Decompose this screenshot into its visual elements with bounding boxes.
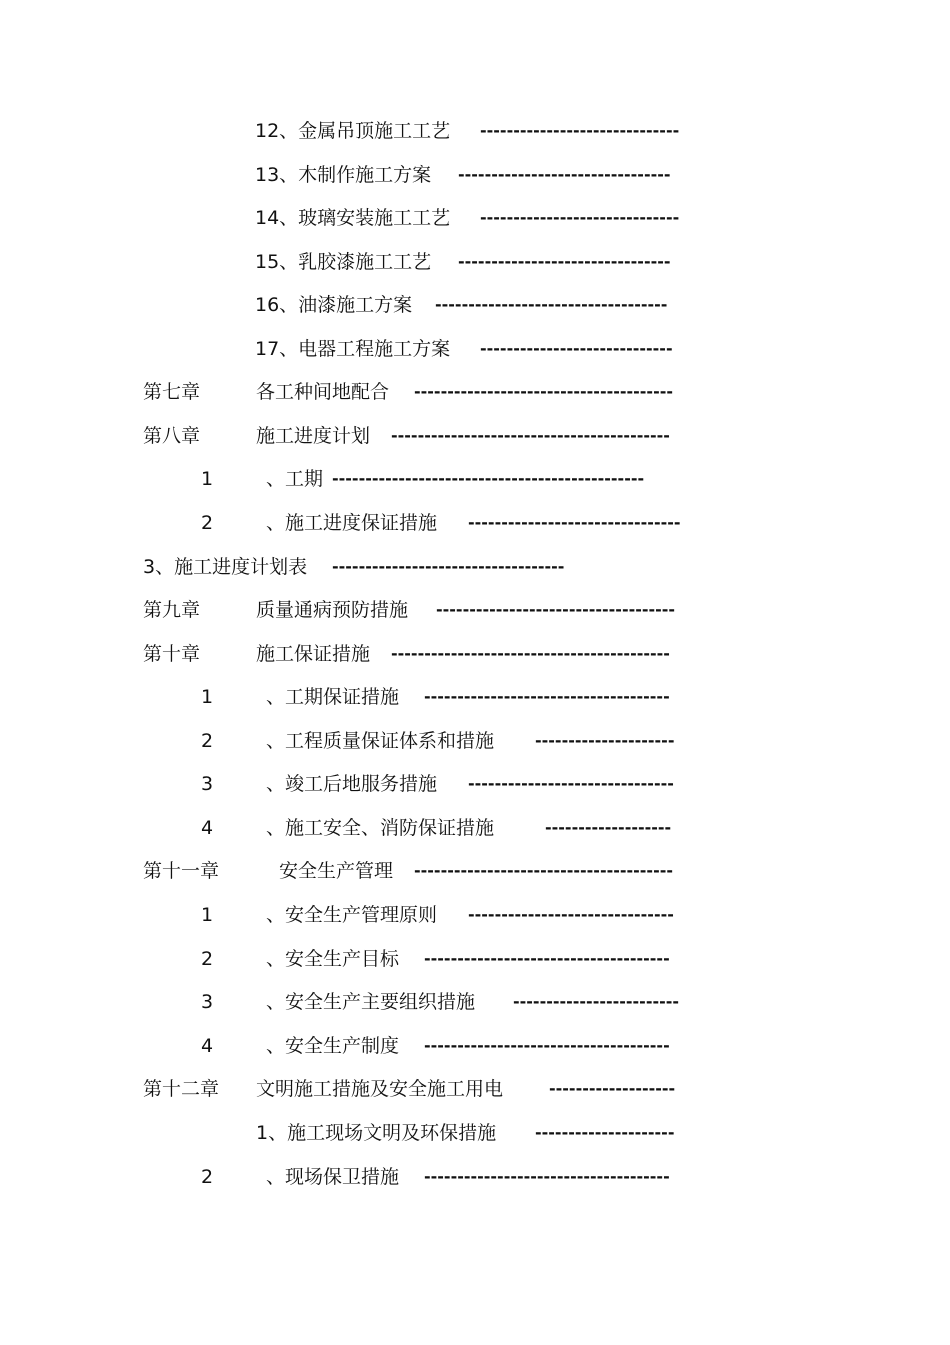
toc-entry[interactable] [0,639,950,669]
toc-number: 1 [201,904,214,926]
toc-title: 施工进度计划 [256,425,371,447]
toc-leader: --------------------- [535,731,675,750]
toc-title: 12、金属吊顶施工工艺 [255,120,451,142]
toc-leader: ------------------------------ [480,121,680,140]
toc-chapter: 第七章 [143,381,201,403]
toc-entry[interactable] [0,682,950,712]
toc-entry[interactable] [0,421,950,451]
toc-title: 、竣工后地服务措施 [266,773,438,795]
toc-entry[interactable] [0,334,950,364]
toc-title: 、施工进度保证措施 [266,512,438,534]
toc-leader: --------------------------------------- [414,382,673,401]
toc-entry[interactable] [0,813,950,843]
toc-title: 质量通病预防措施 [256,599,409,621]
toc-number: 3 [201,773,214,795]
toc-number: 4 [201,817,214,839]
toc-entry[interactable] [0,944,950,974]
toc-entry[interactable] [0,377,950,407]
toc-leader: ------------------------------- [468,905,674,924]
toc-entry[interactable] [0,203,950,233]
toc-entry[interactable] [0,552,950,582]
toc-chapter: 第十一章 [143,860,220,882]
toc-entry[interactable] [0,987,950,1017]
toc-title: 1、施工现场文明及环保措施 [256,1122,497,1144]
toc-leader: ----------------------------- [480,339,673,358]
toc-title: 、安全生产管理原则 [266,904,438,926]
toc-leader: ------------------- [545,818,672,837]
toc-title: 文明施工措施及安全施工用电 [256,1078,504,1100]
toc-title: 、安全生产制度 [266,1035,400,1057]
toc-entry[interactable] [0,900,950,930]
toc-title: 3、施工进度计划表 [143,556,308,578]
toc-title: 、安全生产主要组织措施 [266,991,476,1013]
toc-title: 15、乳胶漆施工工艺 [255,251,432,273]
toc-leader: ------------------------------- [468,774,674,793]
toc-leader: ------------------------------------- [424,1167,670,1186]
toc-number: 2 [201,512,214,534]
toc-leader: ------------------------------ [480,208,680,227]
toc-title: 、工期 [266,468,324,490]
toc-title: 各工种间地配合 [256,381,390,403]
toc-entry[interactable] [0,595,950,625]
toc-leader: -------------------------------- [468,513,681,532]
toc-chapter: 第十章 [143,643,201,665]
toc-entry[interactable] [0,1074,950,1104]
toc-title: 、现场保卫措施 [266,1166,400,1188]
toc-title: 、工期保证措施 [266,686,400,708]
toc-entry[interactable] [0,1162,950,1192]
toc-entry[interactable] [0,508,950,538]
toc-title: 安全生产管理 [279,860,394,882]
toc-leader: --------------------- [535,1123,675,1142]
toc-leader: ----------------------------------- [435,295,668,314]
toc-entry[interactable] [0,160,950,190]
toc-leader: ------------------------- [513,992,680,1011]
toc-title: 13、木制作施工方案 [255,164,432,186]
toc-leader: --------------------------------------- [414,861,673,880]
toc-leader: ------------------------------------- [424,949,670,968]
toc-chapter: 第十二章 [143,1078,220,1100]
toc-title: 16、油漆施工方案 [255,294,413,316]
toc-entry[interactable] [0,247,950,277]
toc-leader: ------------------------------------------ [391,426,670,445]
toc-number: 2 [201,948,214,970]
toc-title: 、安全生产目标 [266,948,400,970]
toc-entry[interactable] [0,1031,950,1061]
toc-leader: ------------------- [549,1079,676,1098]
toc-leader: ------------------------------------- [424,1036,670,1055]
toc-number: 1 [201,686,214,708]
toc-entry[interactable] [0,856,950,886]
toc-number: 2 [201,730,214,752]
toc-title: 、施工安全、消防保证措施 [266,817,495,839]
toc-entry[interactable] [0,769,950,799]
toc-chapter: 第九章 [143,599,201,621]
toc-chapter: 第八章 [143,425,201,447]
toc-title: 14、玻璃安装施工工艺 [255,207,451,229]
toc-leader: ------------------------------------ [436,600,676,619]
toc-entry[interactable] [0,116,950,146]
toc-number: 3 [201,991,214,1013]
toc-entry[interactable] [0,290,950,320]
toc-title: 17、电器工程施工方案 [255,338,451,360]
toc-entry[interactable] [0,464,950,494]
toc-entry[interactable] [0,1118,950,1148]
toc-leader: ----------------------------------- [332,557,565,576]
toc-entry[interactable] [0,726,950,756]
toc-leader: ------------------------------------- [424,687,670,706]
toc-leader: -------------------------------- [458,252,671,271]
toc-title: 施工保证措施 [256,643,371,665]
toc-number: 2 [201,1166,214,1188]
toc-leader: -------------------------------- [458,165,671,184]
toc-title: 、工程质量保证体系和措施 [266,730,495,752]
toc-number: 1 [201,468,214,490]
toc-leader: ------------------------------------------ [391,644,670,663]
toc-number: 4 [201,1035,214,1057]
toc-leader: ----------------------------------------------- [332,469,645,488]
